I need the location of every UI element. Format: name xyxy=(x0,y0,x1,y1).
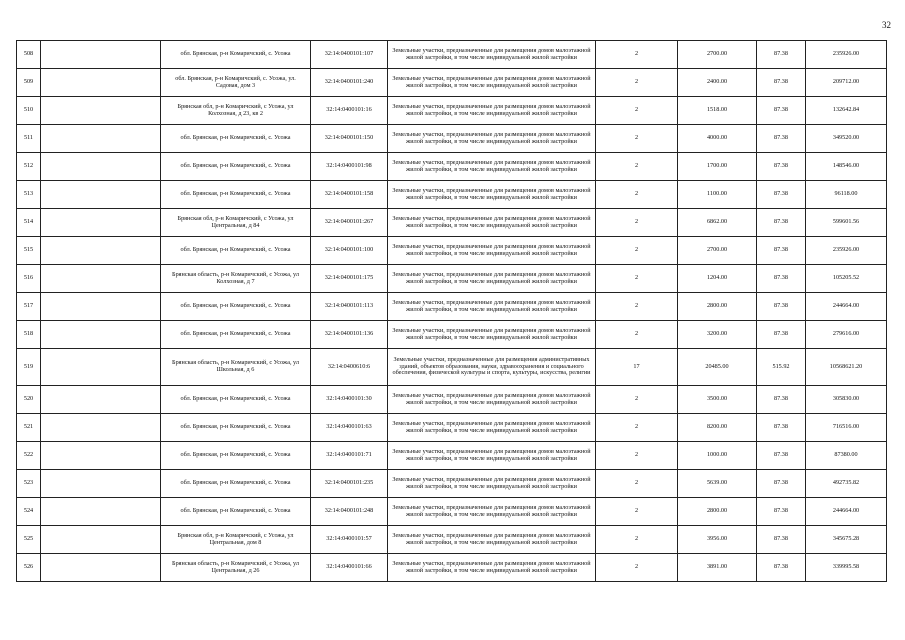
table-row xyxy=(17,554,887,582)
cadastral-value-cell: 599601.56 xyxy=(806,209,887,237)
land-register-table xyxy=(16,40,887,582)
row-number-cell: 518 xyxy=(17,321,41,349)
cadastral-value-cell: 148546.00 xyxy=(806,153,887,181)
cadastral-number-cell: 32:14:0400101:30 xyxy=(311,386,388,414)
cadastral-number-cell: 32:14:0400101:150 xyxy=(311,125,388,153)
row-number-cell: 525 xyxy=(17,526,41,554)
area-cell: 8200.00 xyxy=(678,414,757,442)
cadastral-value-cell: 132642.84 xyxy=(806,97,887,125)
address-cell: обл. Брянская, р-н Комаричский, с. Усожа xyxy=(161,442,311,470)
cadastral-value-cell: 279616.00 xyxy=(806,321,887,349)
use-code-cell: 2 xyxy=(596,526,678,554)
rate-cell: 87.38 xyxy=(757,153,806,181)
cadastral-value-cell: 235926.00 xyxy=(806,41,887,69)
land-use-cell: Земельные участки, предназначенные для размещения домов малоэтажной жилой застройки, в том числе индивидуальной жилой застройки xyxy=(388,41,596,69)
land-use-cell: Земельные участки, предназначенные для размещения домов малоэтажной жилой застройки, в том числе индивидуальной жилой застройки xyxy=(388,69,596,97)
table-row xyxy=(17,125,887,153)
cadastral-number-cell: 32:14:0400101:267 xyxy=(311,209,388,237)
table-row xyxy=(17,41,887,69)
cadastral-value-cell: 96118.00 xyxy=(806,181,887,209)
use-code-cell: 2 xyxy=(596,293,678,321)
rate-cell: 87.38 xyxy=(757,321,806,349)
row-number-cell: 510 xyxy=(17,97,41,125)
address-cell: обл. Брянская, р-н Комаричский, с. Усожа xyxy=(161,153,311,181)
address-cell: обл. Брянская, р-н Комаричский, с. Усожа xyxy=(161,386,311,414)
land-use-cell: Земельные участки, предназначенные для размещения домов малоэтажной жилой застройки, в том числе индивидуальной жилой застройки xyxy=(388,125,596,153)
rate-cell: 87.38 xyxy=(757,470,806,498)
table-row xyxy=(17,293,887,321)
area-cell: 1100.00 xyxy=(678,181,757,209)
blank-cell xyxy=(41,181,161,209)
cadastral-number-cell: 32:14:0400101:63 xyxy=(311,414,388,442)
cadastral-number-cell: 32:14:0400101:107 xyxy=(311,41,388,69)
area-cell: 2800.00 xyxy=(678,498,757,526)
use-code-cell: 2 xyxy=(596,153,678,181)
land-use-cell: Земельные участки, предназначенные для размещения домов малоэтажной жилой застройки, в том числе индивидуальной жилой застройки xyxy=(388,414,596,442)
area-cell: 3200.00 xyxy=(678,321,757,349)
land-use-cell: Земельные участки, предназначенные для размещения домов малоэтажной жилой застройки, в том числе индивидуальной жилой застройки xyxy=(388,293,596,321)
row-number-cell: 515 xyxy=(17,237,41,265)
table-row xyxy=(17,321,887,349)
land-use-cell: Земельные участки, предназначенные для размещения домов малоэтажной жилой застройки, в том числе индивидуальной жилой застройки xyxy=(388,321,596,349)
address-cell: Брянская область, р-н Комаричский, с Усожа, ул Школьная, д 6 xyxy=(161,349,311,386)
cadastral-value-cell: 209712.00 xyxy=(806,69,887,97)
row-number-cell: 517 xyxy=(17,293,41,321)
blank-cell xyxy=(41,526,161,554)
blank-cell xyxy=(41,97,161,125)
address-cell: обл. Брянская, р-н Комаричский, с. Усожа xyxy=(161,414,311,442)
rate-cell: 87.38 xyxy=(757,97,806,125)
blank-cell xyxy=(41,237,161,265)
cadastral-value-cell: 345675.28 xyxy=(806,526,887,554)
cadastral-value-cell: 349520.00 xyxy=(806,125,887,153)
land-use-cell: Земельные участки, предназначенные для размещения домов малоэтажной жилой застройки, в том числе индивидуальной жилой застройки xyxy=(388,181,596,209)
cadastral-number-cell: 32:14:0400101:136 xyxy=(311,321,388,349)
address-cell: обл. Брянская, р-н Комаричский, с. Усожа xyxy=(161,237,311,265)
cadastral-value-cell: 339995.58 xyxy=(806,554,887,582)
area-cell: 1000.00 xyxy=(678,442,757,470)
cadastral-value-cell: 87380.00 xyxy=(806,442,887,470)
row-number-cell: 508 xyxy=(17,41,41,69)
area-cell: 20485.00 xyxy=(678,349,757,386)
table-row xyxy=(17,265,887,293)
land-use-cell: Земельные участки, предназначенные для размещения домов малоэтажной жилой застройки, в том числе индивидуальной жилой застройки xyxy=(388,237,596,265)
rate-cell: 87.38 xyxy=(757,386,806,414)
blank-cell xyxy=(41,498,161,526)
address-cell: обл. Брянская, р-н Комаричский, с. Усожа xyxy=(161,470,311,498)
address-cell: обл. Брянская, р-н Комаричский, с. Усожа xyxy=(161,293,311,321)
table-row xyxy=(17,498,887,526)
table-row xyxy=(17,181,887,209)
use-code-cell: 2 xyxy=(596,125,678,153)
use-code-cell: 2 xyxy=(596,41,678,69)
cadastral-value-cell: 235926.00 xyxy=(806,237,887,265)
use-code-cell: 2 xyxy=(596,470,678,498)
cadastral-value-cell: 305830.00 xyxy=(806,386,887,414)
use-code-cell: 2 xyxy=(596,554,678,582)
blank-cell xyxy=(41,321,161,349)
address-cell: Брянская обл, р-н Комаричский, с Усожа, ул Центральная, дом 8 xyxy=(161,526,311,554)
table-row xyxy=(17,349,887,386)
rate-cell: 87.38 xyxy=(757,265,806,293)
address-cell: обл. Брянская, р-н Комаричский, с. Усожа xyxy=(161,498,311,526)
blank-cell xyxy=(41,349,161,386)
use-code-cell: 2 xyxy=(596,265,678,293)
cadastral-number-cell: 32:14:0400101:66 xyxy=(311,554,388,582)
area-cell: 1700.00 xyxy=(678,153,757,181)
address-cell: обл. Брянская, р-н Комаричский, с. Усожа xyxy=(161,321,311,349)
blank-cell xyxy=(41,386,161,414)
table-row xyxy=(17,386,887,414)
address-cell: обл. Брянская, р-н Комаричский, с. Усожа xyxy=(161,41,311,69)
cadastral-number-cell: 32:14:0400101:240 xyxy=(311,69,388,97)
cadastral-number-cell: 32:14:0400101:248 xyxy=(311,498,388,526)
cadastral-value-cell: 716516.00 xyxy=(806,414,887,442)
area-cell: 1204.00 xyxy=(678,265,757,293)
rate-cell: 87.38 xyxy=(757,209,806,237)
row-number-cell: 524 xyxy=(17,498,41,526)
rate-cell: 87.38 xyxy=(757,526,806,554)
area-cell: 3891.00 xyxy=(678,554,757,582)
area-cell: 1518.00 xyxy=(678,97,757,125)
table-row xyxy=(17,526,887,554)
cadastral-number-cell: 32:14:0400101:100 xyxy=(311,237,388,265)
rate-cell: 515.92 xyxy=(757,349,806,386)
use-code-cell: 2 xyxy=(596,209,678,237)
land-use-cell: Земельные участки, предназначенные для размещения домов малоэтажной жилой застройки, в том числе индивидуальной жилой застройки xyxy=(388,386,596,414)
cadastral-number-cell: 32:14:0400610:6 xyxy=(311,349,388,386)
use-code-cell: 17 xyxy=(596,349,678,386)
address-cell: Брянская обл, р-н Комаричский, с Усожа, ул Колхозная, д 23, кв 2 xyxy=(161,97,311,125)
address-cell: обл. Брянская, р-н Комаричский, с. Усожа xyxy=(161,125,311,153)
rate-cell: 87.38 xyxy=(757,293,806,321)
blank-cell xyxy=(41,69,161,97)
row-number-cell: 512 xyxy=(17,153,41,181)
cadastral-value-cell: 244664.00 xyxy=(806,293,887,321)
rate-cell: 87.38 xyxy=(757,498,806,526)
use-code-cell: 2 xyxy=(596,442,678,470)
table-row xyxy=(17,97,887,125)
cadastral-value-cell: 10568621.20 xyxy=(806,349,887,386)
table-row xyxy=(17,470,887,498)
cadastral-number-cell: 32:14:0400101:113 xyxy=(311,293,388,321)
area-cell: 2800.00 xyxy=(678,293,757,321)
land-use-cell: Земельные участки, предназначенные для размещения домов малоэтажной жилой застройки, в том числе индивидуальной жилой застройки xyxy=(388,526,596,554)
blank-cell xyxy=(41,153,161,181)
table-row xyxy=(17,153,887,181)
row-number-cell: 522 xyxy=(17,442,41,470)
area-cell: 5639.00 xyxy=(678,470,757,498)
address-cell: Брянская обл, р-н Комаричский, с Усожа, ул Центральная, д 84 xyxy=(161,209,311,237)
use-code-cell: 2 xyxy=(596,414,678,442)
use-code-cell: 2 xyxy=(596,97,678,125)
land-use-cell: Земельные участки, предназначенные для размещения домов малоэтажной жилой застройки, в том числе индивидуальной жилой застройки xyxy=(388,442,596,470)
row-number-cell: 514 xyxy=(17,209,41,237)
row-number-cell: 509 xyxy=(17,69,41,97)
cadastral-number-cell: 32:14:0400101:158 xyxy=(311,181,388,209)
cadastral-number-cell: 32:14:0400101:71 xyxy=(311,442,388,470)
row-number-cell: 521 xyxy=(17,414,41,442)
use-code-cell: 2 xyxy=(596,321,678,349)
blank-cell xyxy=(41,209,161,237)
cadastral-number-cell: 32:14:0400101:175 xyxy=(311,265,388,293)
land-use-cell: Земельные участки, предназначенные для размещения административных зданий, объектов образования, науки, здравоохранения и социального обеспечения, физической культуры и спорта, культуры, искусства, религии xyxy=(388,349,596,386)
land-use-cell: Земельные участки, предназначенные для размещения домов малоэтажной жилой застройки, в том числе индивидуальной жилой застройки xyxy=(388,265,596,293)
use-code-cell: 2 xyxy=(596,69,678,97)
blank-cell xyxy=(41,470,161,498)
area-cell: 2700.00 xyxy=(678,41,757,69)
use-code-cell: 2 xyxy=(596,237,678,265)
blank-cell xyxy=(41,41,161,69)
area-cell: 6862.00 xyxy=(678,209,757,237)
cadastral-number-cell: 32:14:0400101:98 xyxy=(311,153,388,181)
rate-cell: 87.38 xyxy=(757,554,806,582)
table-row xyxy=(17,209,887,237)
land-use-cell: Земельные участки, предназначенные для размещения домов малоэтажной жилой застройки, в том числе индивидуальной жилой застройки xyxy=(388,470,596,498)
table-row xyxy=(17,442,887,470)
use-code-cell: 2 xyxy=(596,498,678,526)
address-cell: обл. Брянская, р-н Комаричский, с. Усожа xyxy=(161,181,311,209)
use-code-cell: 2 xyxy=(596,181,678,209)
address-cell: обл. Брянская, р-н Комаричский, с. Усожа, ул. Садовая, дом 3 xyxy=(161,69,311,97)
land-use-cell: Земельные участки, предназначенные для размещения домов малоэтажной жилой застройки, в том числе индивидуальной жилой застройки xyxy=(388,209,596,237)
rate-cell: 87.38 xyxy=(757,442,806,470)
blank-cell xyxy=(41,554,161,582)
rate-cell: 87.38 xyxy=(757,69,806,97)
land-use-cell: Земельные участки, предназначенные для размещения домов малоэтажной жилой застройки, в том числе индивидуальной жилой застройки xyxy=(388,153,596,181)
land-use-cell: Земельные участки, предназначенные для размещения домов малоэтажной жилой застройки, в том числе индивидуальной жилой застройки xyxy=(388,97,596,125)
cadastral-value-cell: 244664.00 xyxy=(806,498,887,526)
cadastral-number-cell: 32:14:0400101:16 xyxy=(311,97,388,125)
page-number: 32 xyxy=(882,20,891,30)
area-cell: 4000.00 xyxy=(678,125,757,153)
row-number-cell: 516 xyxy=(17,265,41,293)
cadastral-value-cell: 105205.52 xyxy=(806,265,887,293)
address-cell: Брянская область, р-н Комаричский, с Усожа, ул Колхозная, д 7 xyxy=(161,265,311,293)
rate-cell: 87.38 xyxy=(757,181,806,209)
row-number-cell: 520 xyxy=(17,386,41,414)
land-use-cell: Земельные участки, предназначенные для размещения домов малоэтажной жилой застройки, в том числе индивидуальной жилой застройки xyxy=(388,554,596,582)
row-number-cell: 513 xyxy=(17,181,41,209)
land-use-cell: Земельные участки, предназначенные для размещения домов малоэтажной жилой застройки, в том числе индивидуальной жилой застройки xyxy=(388,498,596,526)
table-row xyxy=(17,414,887,442)
rate-cell: 87.38 xyxy=(757,41,806,69)
area-cell: 2700.00 xyxy=(678,237,757,265)
rate-cell: 87.38 xyxy=(757,414,806,442)
blank-cell xyxy=(41,125,161,153)
cadastral-number-cell: 32:14:0400101:57 xyxy=(311,526,388,554)
row-number-cell: 526 xyxy=(17,554,41,582)
blank-cell xyxy=(41,293,161,321)
row-number-cell: 519 xyxy=(17,349,41,386)
use-code-cell: 2 xyxy=(596,386,678,414)
cadastral-value-cell: 492735.82 xyxy=(806,470,887,498)
area-cell: 2400.00 xyxy=(678,69,757,97)
blank-cell xyxy=(41,442,161,470)
rate-cell: 87.38 xyxy=(757,125,806,153)
area-cell: 3956.00 xyxy=(678,526,757,554)
row-number-cell: 511 xyxy=(17,125,41,153)
blank-cell xyxy=(41,265,161,293)
table-row xyxy=(17,237,887,265)
address-cell: Брянская область, р-н Комаричский, с Усожа, ул Центральная, д 26 xyxy=(161,554,311,582)
blank-cell xyxy=(41,414,161,442)
cadastral-number-cell: 32:14:0400101:235 xyxy=(311,470,388,498)
area-cell: 3500.00 xyxy=(678,386,757,414)
table-row xyxy=(17,69,887,97)
rate-cell: 87.38 xyxy=(757,237,806,265)
row-number-cell: 523 xyxy=(17,470,41,498)
